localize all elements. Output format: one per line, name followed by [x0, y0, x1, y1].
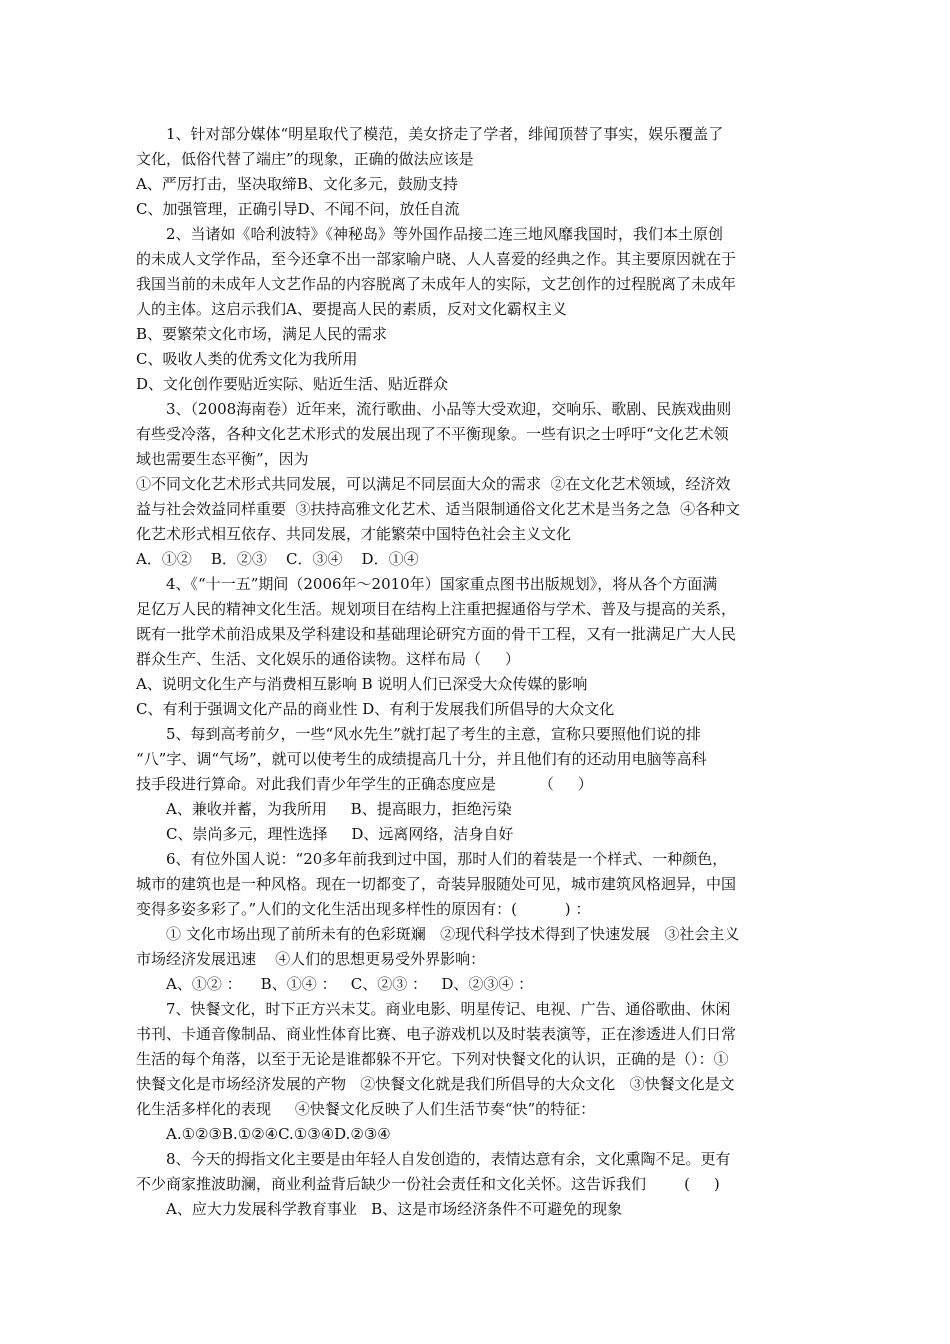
q7-options [136, 1122, 812, 1147]
q4-stem-line: 4、《“十一五”期间（2006年～2010年）国家重点图书出版规划》，将从各个方面满 [166, 575, 718, 593]
q2-stem-end: 人的主体。这启示我们 [136, 300, 287, 318]
q3-stem-line: 有些受冷落，各种文化艺术形式的发展出现了不平衡现象。一些有识之士呼吁“文化艺术领 [136, 425, 729, 443]
q3-stem-line: 3、（2008海南卷）近年来，流行歌曲、小品等大受欢迎，交响乐、歌剧、民族戏曲则 [166, 400, 732, 418]
q1-option-b: B、文化多元，鼓励支持 [296, 175, 458, 193]
q7-option-a: A.①②③ [166, 1125, 222, 1143]
q3-statement-line: ①不同文化艺术形式共同发展，可以满足不同层面大众的需求 ②在文化艺术领域，经济效 [136, 475, 731, 493]
q6-options: A、①② ： B、①④ ： C、②③ ： D、②③④ ： [166, 975, 534, 993]
q6-stem-line: 城市的建筑也是一种风格。现在一切都变了，奇装异服随处可见，城市建筑风格迥异，中国 [136, 875, 737, 893]
q7-option-d: D.②③④ [334, 1125, 391, 1143]
q1-option-c: C、加强管理，正确引导 [136, 200, 298, 218]
q7-stem-line: 生活的每个角落，以至于无论是谁都躲不开它。下列对快餐文化的认识，正确的是（）：① [136, 1050, 729, 1068]
q1-option-d: D、不闻不问，放任自流 [297, 200, 460, 218]
q1-stem-line: 1、针对部分媒体“明星取代了模范，美女挤走了学者，绯闻顶替了事实，娱乐覆盖了 [166, 125, 724, 143]
q7-statement-line: 化生活多样化的表现 ④快餐文化反映了人们生活节奏“快”的特征： [136, 1100, 596, 1118]
q2-option-b: B、要繁荣文化市场，满足人民的需求 [136, 325, 388, 343]
q2-stem-line: 我国当前的未成年人文艺作品的内容脱离了未成年人的实际，文艺创作的过程脱离了未成年 [136, 275, 737, 293]
q7-stem-line: 7、快餐文化，时下正方兴未艾。商业电影、明星传记、电视、广告、通俗歌曲、休闲 [166, 1000, 731, 1018]
q5-stem-line: “八”字、调“气场”，就可以使考生的成绩提高几十分，并且他们有的还动用电脑等高科 [136, 750, 707, 768]
q4-stem-line: 足亿万人民的精神文化生活。规划项目在结构上注重把握通俗与学术、普及与提高的关系， [136, 600, 737, 618]
q5-stem-line: 5、每到高考前夕，一些“风水先生”就打起了考生的主意，宣称只要照他们说的排 [166, 725, 701, 743]
q2-stem-line: 的未成人文学作品，至今还拿不出一部家喻户晓、人人喜爱的经典之作。其主要原因就在于 [136, 250, 737, 268]
q7-stem-line: 书刊、卡通音像制品、商业性体育比赛、电子游戏机以及时装表演等，正在渗透进人们日常 [136, 1025, 737, 1043]
q4-options-ab: A、说明文化生产与消费相互影响 B 说明人们已深受大众传媒的影响 [136, 675, 588, 693]
q3-statement-line: 化艺术形式相互依存、共同发展，才能繁荣中国特色社会主义文化 [136, 525, 572, 543]
q5-stem-line: 技手段进行算命。对此我们青少年学生的正确态度应是 （ ） [136, 775, 593, 793]
q7-option-b: B.①②④ [221, 1125, 279, 1143]
q4-stem-line: 既有一批学术前沿成果及学科建设和基础理论研究方面的骨干工程，又有一批满足广大人民 [136, 625, 737, 643]
q4-stem-line: 群众生产、生活、文化娱乐的通俗读物。这样布局（ ） [136, 650, 520, 668]
q1-options-ab [136, 172, 812, 197]
q5-options-cd: C、崇尚多元，理性选择 D、远离网络，洁身自好 [166, 825, 514, 843]
q2-option-a: A、要提高人民的素质，反对文化霸权主义 [286, 300, 567, 318]
q6-statement-line: ① 文化市场出现了前所未有的色彩斑斓 ②现代科学技术得到了快速发展 ③社会主义 [166, 925, 740, 943]
q6-stem-line: 6、有位外国人说：“20多年前我到过中国，那时人们的着装是一个样式、一种颜色， [166, 850, 728, 868]
q3-stem-line: 域也需要生态平衡”，因为 [136, 450, 309, 468]
q2-stem-line: 2、当诸如《哈利波特》《神秘岛》等外国作品接二连三地风靡我国时，我们本土原创 [166, 225, 724, 243]
q8-stem-line: 8、今天的拇指文化主要是由年轻人自发创造的，表情达意有余，文化熏陶不足。更有 [166, 1150, 731, 1168]
q8-stem-line: 不少商家推波助澜，商业利益背后缺少一份社会责任和文化关怀。这告诉我们 ( ) [136, 1175, 720, 1193]
q1-stem-line: 文化，低俗代替了端庄”的现象，正确的做法应该是 [136, 150, 474, 168]
q4-options-cd: C、有利于强调文化产品的商业性 D、有利于发展我们所倡导的大众文化 [136, 700, 615, 718]
q2-option-d: D、文化创作要贴近实际、贴近生活、贴近群众 [136, 375, 449, 393]
q2-option-c: C、吸收人类的优秀文化为我所用 [136, 350, 358, 368]
q6-statement-line: 市场经济发展迅速 ④人们的思想更易受外界影响： [136, 950, 486, 968]
q3-statement-line: 益与社会效益同样重要 ③扶持高雅文化艺术、适当限制通俗文化艺术是当务之急 ④各种文 [136, 500, 741, 518]
q2-stem-line [136, 297, 812, 322]
q8-options-ab: A、应大力发展科学教育事业 B、这是市场经济条件不可避免的现象 [166, 1200, 623, 1218]
q7-statement-line: 快餐文化是市场经济发展的产物 ②快餐文化就是我们所倡导的大众文化 ③快餐文化是文 [136, 1075, 735, 1093]
q5-options-ab: A、兼收并蓄，为我所用 B、提高眼力，拒绝污染 [166, 800, 512, 818]
q1-options-cd [136, 197, 812, 222]
q3-options: A．①② B．②③ C．③④ D．①④ [136, 550, 419, 568]
q6-stem-line: 变得多姿多彩了。”人们的文化生活出现多样性的原因有：( ) ： [136, 900, 591, 918]
q7-option-c: C.①③④ [278, 1125, 335, 1143]
question-sheet [136, 122, 812, 1222]
q1-option-a: A、严厉打击，坚决取缔 [136, 175, 297, 193]
